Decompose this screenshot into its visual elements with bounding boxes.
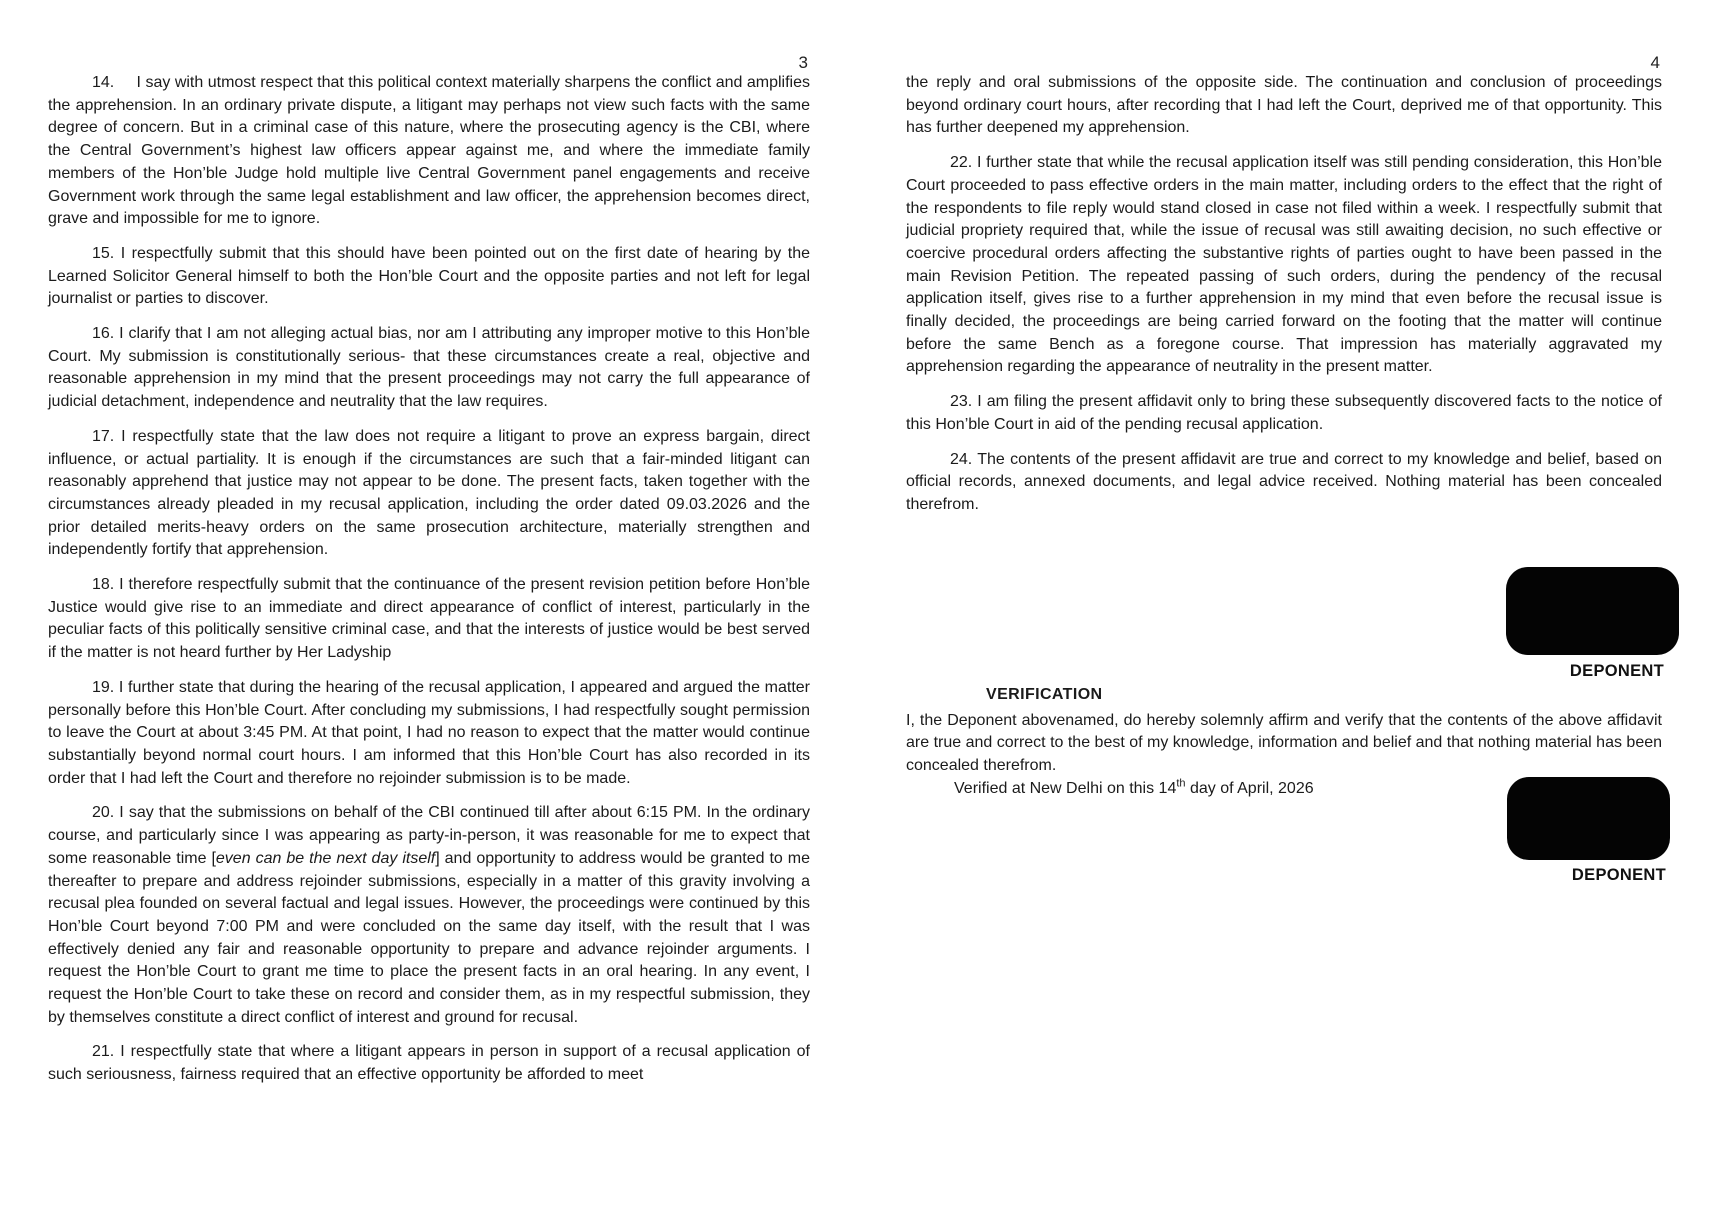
paragraph-15: 15. I respectfully submit that this should have been pointed out on the first date of hearing by the Learned Solicitor General himself to both the Hon’ble Court and the opposite parties and not left for legal journalist or parties to discover. [48,244,810,308]
paragraph-20-italic-phrase: even can be the next day itself [215,849,436,867]
paragraph-22: 22. I further state that while the recusal application itself was still pending consideration, this Hon’ble Court proceeded to pass effective orders in the main matter, including orders to the effect that the right of the respondents to file reply would stand closed in case not filed within a week. I respectfully submit that judicial propriety required that, while the issue of recusal was still awaiting decision, no such effective or coercive procedural orders affecting the substantive rights of parties ought to have been passed in the main Revision Petition. The repeated passing of such orders, during the pendency of the recusal application itself, gives rise to a further apprehension in my mind that even before the recusal issue is finally decided, the proceedings are being carried forward on the footing that the matter will continue before the same Bench as a foregone course. That impression has materially aggravated my apprehension regarding the appearance of neutrality in the present matter. [906,154,1662,376]
page-3 [48,50,810,1087]
paragraph-18: 18. I therefore respectfully submit that the continuance of the present revision petition before Hon’ble Justice would give rise to an immediate and direct appearance of conflict of interest, particularly in the peculiar facts of this politically sensitive criminal case, and that the interests of justice would be best served if the matter is not heard further by Her Ladyship [48,576,810,662]
paragraph-20 [48,802,810,1029]
verification-heading: VERIFICATION [986,686,1103,703]
redacted-signature-box [1507,777,1670,860]
paragraph-17: 17. I respectfully state that the law does not require a litigant to prove an express bargain, direct influence, or actual partiality. It is enough if the circumstances are such that a fair-minded litigant can reasonably apprehend that justice may not appear to be done. The present facts, taken together with the circumstances already pleaded in my recusal application, including the order dated 09.03.2026 and the prior detailed merits-heavy orders on the same prosecution architecture, materially strengthen and independently fortify that apprehension. [48,427,810,559]
paragraph-20-text-after-italic: ] and opportunity to address would be granted to me thereafter to prepare and address rejoinder submissions, especially in a matter of this gravity involving a recusal plea founded on several factual and legal issues. However, the proceedings were continued by this Hon’ble Court beyond 7:00 PM and were concluded on the same day itself, with the result that I was effectively denied any fair and reasonable opportunity to prepare and advance rejoinder arguments. I request the Hon’ble Court to grant me time to place the present facts in an oral hearing. In any event, I request the Hon’ble Court to take these on record and consider them, as in my respectful submission, they by themselves constitute a direct conflict of interest and ground for recusal. [48,849,811,1026]
paragraph-14: 14. I say with utmost respect that this political context materially sharpens the conflict and amplifies the apprehension. In an ordinary private dispute, a litigant may perhaps not view such facts with the same degree of concern. But in a criminal case of this nature, where the prosecuting agency is the CBI, where the Central Government’s highest law officers appear against me, and where the immediate family members of the Hon’ble Judge hold multiple live Central Government panel engagements and receive Government work through the same legal establishment and law officer, the apprehension becomes direct, grave and impossible for me to ignore. [48,74,810,228]
verified-line-text-after: day of April, 2026 [1185,779,1314,797]
paragraph-21-continuation: the reply and oral submissions of the opposite side. The continuation and conclusion of proceedings beyond ordinary court hours, after recording that I had left the Court, deprived me of that opportunity. This has further deepened my apprehension. [906,74,1662,137]
deponent-label: DEPONENT [1571,866,1666,884]
verified-line-text: Verified at New Delhi on this 14 [954,779,1177,797]
paragraph-24: 24. The contents of the present affidavit are true and correct to my knowledge and belief, based on official records, annexed documents, and legal advice received. Nothing material has been concealed therefrom. [906,450,1662,513]
verification-body: I, the Deponent abovenamed, do hereby solemnly affirm and verify that the contents of the above affidavit are true and correct to the best of my knowledge, information and belief and that nothing material has been concealed therefrom. [906,711,1663,775]
redacted-signature-box [1506,567,1679,655]
paragraph-16: 16. I clarify that I am not alleging actual bias, nor am I attributing any improper motive to this Hon’ble Court. My submission is constitutionally serious- that these circumstances create a real, objective and reasonable apprehension in my mind that the present proceedings may not carry the full appearance of judicial detachment, independence and neutrality that the law requires. [48,325,810,411]
page-number-3: 3 [798,53,808,72]
deponent-label: DEPONENT [1569,662,1664,680]
page-number-4: 4 [1650,53,1660,72]
paragraph-23: 23. I am filing the present affidavit only to bring these subsequently discovered facts to the notice of this Hon’ble Court in aid of the pending recusal application. [906,393,1662,433]
page-4 [906,50,1666,884]
verified-line-ordinal-suffix: th [1176,777,1186,790]
paragraph-19: 19. I further state that during the hearing of the recusal application, I appeared and argued the matter personally before this Hon’ble Court. After concluding my submissions, I had respectfully sought permission to leave the Court at about 3:45 PM. At that point, I had no reason to expect that the matter would continue substantially beyond normal court hours. I am informed that this Hon’ble Court has also recorded in its order that I had left the Court and therefore no rejoinder submission is to be made. [48,678,810,787]
paragraph-21: 21. I respectfully state that where a litigant appears in person in support of a recusal application of such seriousness, fairness required that an effective opportunity be afforded to meet [48,1043,810,1084]
paragraph-20-text-before-italic: 20. I say that the submissions on behalf of the CBI continued till after about 6:15 PM. In the ordinary course, and particularly since I was appearing as party-in-person, it was reasonable for me to expect that some reasonable time [ [48,804,810,867]
